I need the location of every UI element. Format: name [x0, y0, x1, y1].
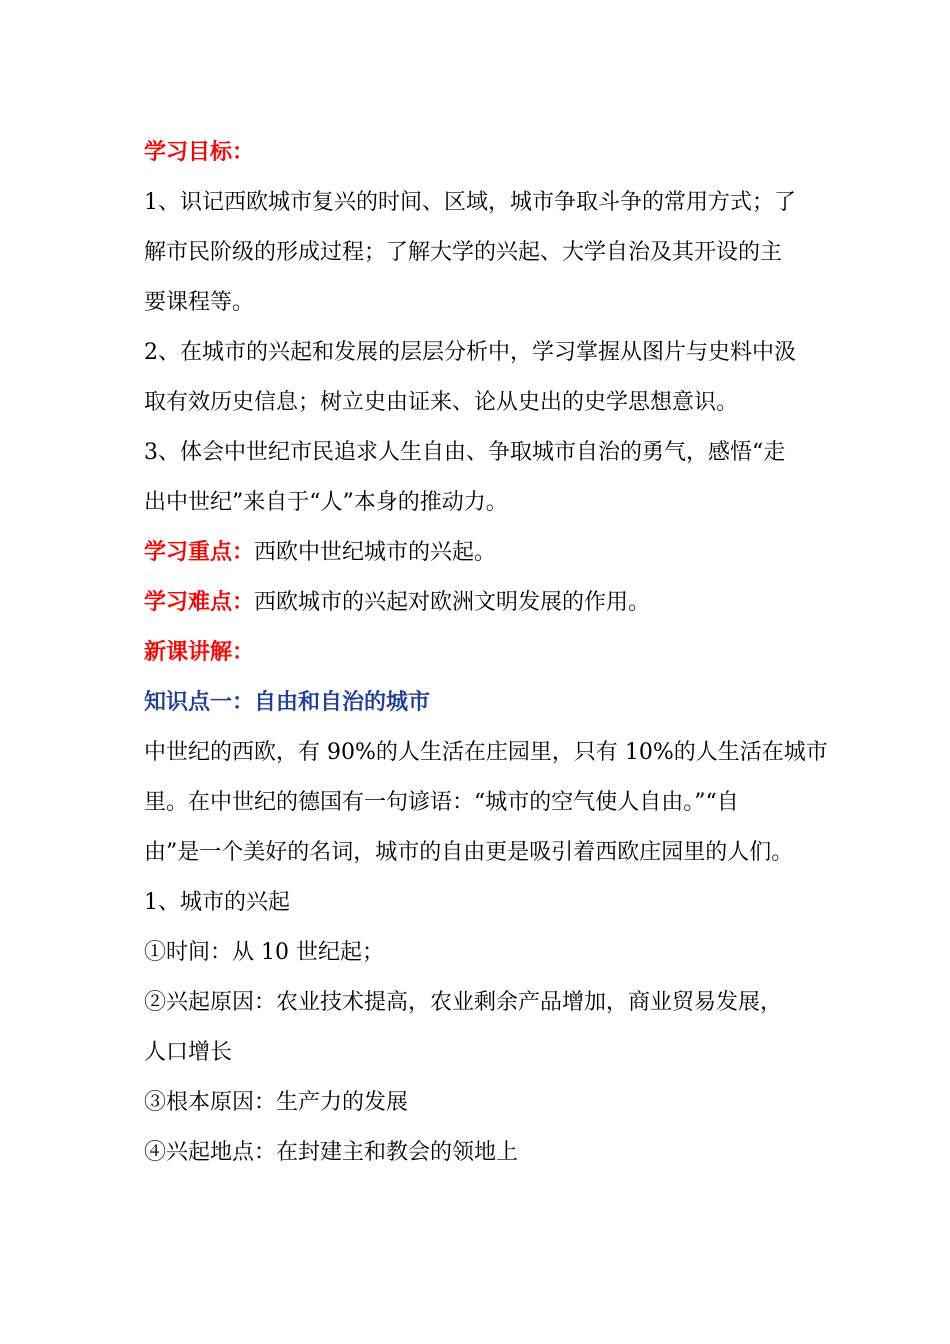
intro-line: 里。在中世纪的德国有一句谚语：“城市的空气使人自由。”“自 [144, 790, 739, 815]
new-lesson-heading: 新课讲解： [144, 640, 255, 665]
list-item: ④兴起地点：在封建主和教会的领地上 [144, 1140, 519, 1165]
list-item: ①时间：从 10 世纪起； [144, 940, 384, 965]
objectives-heading: 学习目标： [144, 140, 255, 165]
knowledge-point-heading: 知识点一：自由和自治的城市 [144, 690, 431, 715]
difficult-point-row [144, 578, 816, 628]
objective-line: 解市民阶级的形成过程；了解大学的兴起、大学自治及其开设的主 [144, 240, 783, 265]
objective-line: 要课程等。 [144, 290, 255, 315]
objective-line: 1、识记西欧城市复兴的时间、区域，城市争取斗争的常用方式；了 [144, 190, 796, 215]
document-page [144, 128, 828, 1178]
objective-line: 3、体会中世纪市民追求人生自由、争取城市自治的勇气，感悟“走 [144, 440, 786, 465]
difficult-point-text: 西欧城市的兴起对欧洲文明发展的作用。 [254, 590, 651, 615]
list-item: ②兴起原因：农业技术提高，农业剩余产品增加，商业贸易发展， [144, 990, 783, 1015]
objective-line: 出中世纪”来自于“人”本身的推动力。 [144, 490, 508, 515]
key-point-row [144, 528, 816, 578]
objective-line: 取有效历史信息；树立史由证来、论从史出的史学思想意识。 [144, 390, 739, 415]
list-item: 人口增长 [144, 1040, 233, 1065]
intro-line: 中世纪的西欧，有 90%的人生活在庄园里，只有 10%的人生活在城市 [144, 740, 828, 765]
intro-line: 由”是一个美好的名词，城市的自由更是吸引着西欧庄园里的人们。 [144, 840, 794, 865]
key-point-text: 西欧中世纪城市的兴起。 [254, 540, 497, 565]
list-item: ③根本原因：生产力的发展 [144, 1090, 409, 1115]
section-title: 1、城市的兴起 [144, 890, 290, 915]
key-point-label: 学习重点： [144, 540, 255, 565]
objective-line: 2、在城市的兴起和发展的层层分析中，学习掌握从图片与史料中汲 [144, 340, 796, 365]
difficult-point-label: 学习难点： [144, 590, 255, 615]
